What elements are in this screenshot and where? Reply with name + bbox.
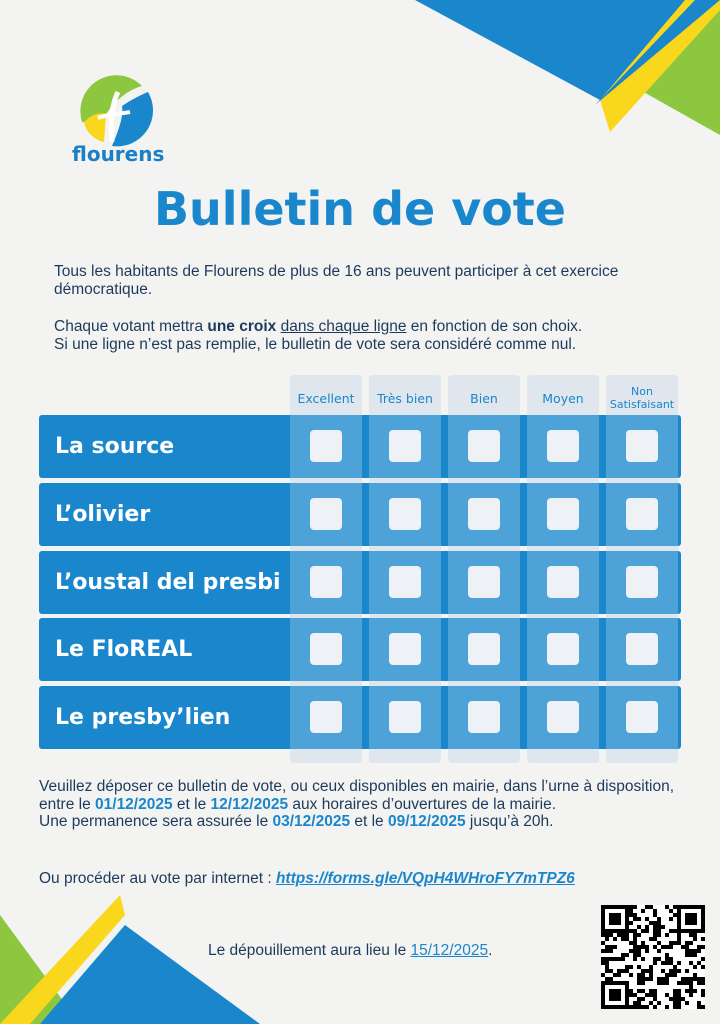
- row-label: La source: [55, 434, 175, 459]
- column-header: Très bien: [377, 390, 433, 406]
- row-label: Le FloREAL: [55, 637, 193, 662]
- deposit-instructions: Veuillez déposer ce bulletin de vote, ou ceux disponibles en mairie, dans l’urne à disposition, entre le 01/12/2025 et le 12/12/2025 aux horaires d’ouvertures de la mairie. Une permanence sera assurée le 03/12/2025 et le 09/12/2025 jusqu’à 20h.: [39, 778, 675, 830]
- counting-date-line: Le dépouillement aura lieu le 15/12/2025.: [208, 942, 493, 959]
- row-label: L’olivier: [55, 502, 151, 527]
- vote-checkbox[interactable]: [468, 701, 500, 733]
- row-label: Le presby’lien: [55, 705, 231, 730]
- top-right-decoration: [415, 0, 720, 135]
- vote-checkbox[interactable]: [310, 633, 342, 665]
- vote-checkbox[interactable]: [389, 633, 421, 665]
- vote-checkbox[interactable]: [468, 633, 500, 665]
- vote-checkbox[interactable]: [547, 430, 579, 462]
- vote-checkbox[interactable]: [310, 566, 342, 598]
- column-header: Non Satisfaisant: [609, 385, 675, 411]
- vote-checkbox[interactable]: [626, 701, 658, 733]
- vote-checkbox[interactable]: [468, 566, 500, 598]
- vote-checkbox[interactable]: [626, 633, 658, 665]
- online-vote-link[interactable]: https://forms.gle/VQpH4WHroFY7mTPZ6: [275, 870, 575, 887]
- vote-checkbox[interactable]: [626, 498, 658, 530]
- instructions-paragraph: Chaque votant mettra une croix dans chaque ligne en fonction de son choix. Si une ligne n’est pas remplie, le bulletin de vote sera considéré comme nul.: [54, 318, 583, 353]
- vote-checkbox[interactable]: [310, 701, 342, 733]
- column-header: Excellent: [297, 390, 355, 406]
- vote-checkbox[interactable]: [468, 430, 500, 462]
- logo-text: flourens: [72, 142, 165, 166]
- vote-checkbox[interactable]: [547, 633, 579, 665]
- online-vote-line: Ou procéder au vote par internet : https://forms.gle/VQpH4WHroFY7mTPZ6: [39, 870, 575, 887]
- intro-paragraph: Tous les habitants de Flourens de plus de 16 ans peuvent participer à cet exercice démocratique.: [54, 263, 619, 298]
- vote-checkbox[interactable]: [468, 498, 500, 530]
- row-label: L’oustal del presbi: [55, 570, 281, 595]
- vote-checkbox[interactable]: [547, 498, 579, 530]
- vote-checkbox[interactable]: [389, 498, 421, 530]
- column-header: Bien: [470, 390, 498, 406]
- vote-checkbox[interactable]: [547, 701, 579, 733]
- column-header: Moyen: [542, 390, 584, 406]
- qr-code: [601, 905, 705, 1009]
- vote-checkbox[interactable]: [389, 430, 421, 462]
- vote-checkbox[interactable]: [389, 701, 421, 733]
- vote-checkbox[interactable]: [310, 498, 342, 530]
- vote-checkbox[interactable]: [626, 566, 658, 598]
- vote-checkbox[interactable]: [389, 566, 421, 598]
- page-title: Bulletin de vote: [154, 182, 566, 236]
- vote-checkbox[interactable]: [626, 430, 658, 462]
- vote-checkbox[interactable]: [310, 430, 342, 462]
- vote-checkbox[interactable]: [547, 566, 579, 598]
